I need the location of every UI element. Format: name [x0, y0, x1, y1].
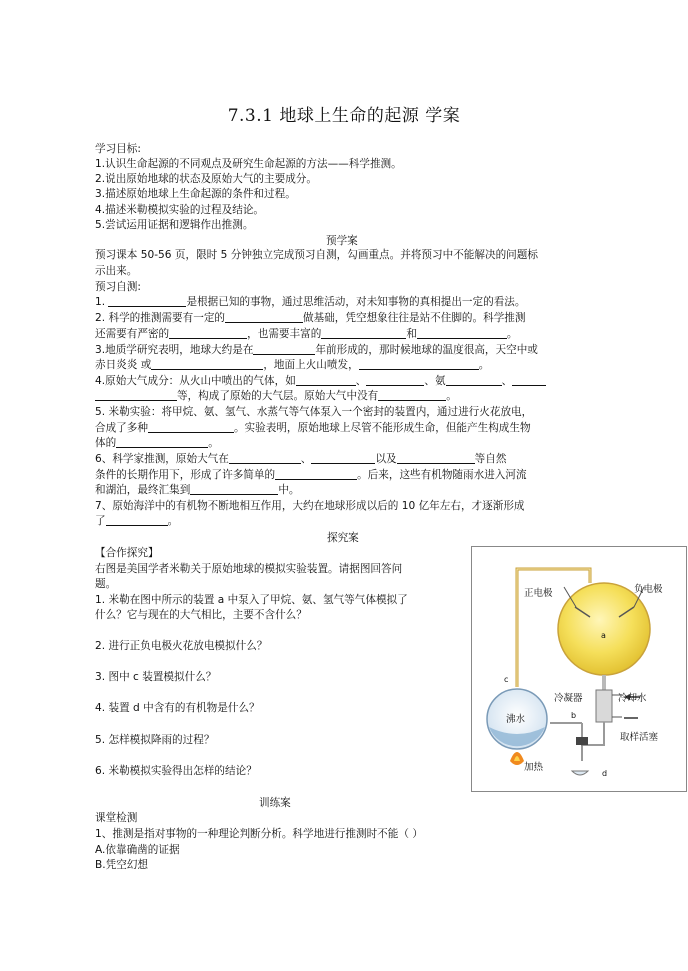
explore-section: 【合作探究】 — [95, 547, 159, 559]
answer-blank[interactable] — [397, 452, 475, 464]
selftest-q7-cont: 了 。 — [95, 515, 179, 527]
answer-blank[interactable] — [417, 327, 507, 339]
answer-blank[interactable] — [151, 358, 263, 370]
selftest-q2: 2. 科学的推测需要有一定的 做基础，凭空想象往往是站不住脚的。科学推测 — [95, 312, 526, 324]
answer-blank[interactable] — [446, 374, 502, 386]
selftest-q7: 7、原始海洋中的有机物不断地相互作用，大约在地球形成以后的 10 亿年左右，才逐渐形成 — [95, 500, 525, 512]
flask-a — [558, 583, 650, 675]
selftest-q2-cont: 还需要有严密的 ，也需要丰富的 和 。 — [95, 328, 518, 340]
practice-sub: 课堂检测 — [95, 812, 138, 824]
objectives-heading: 学习目标: — [95, 143, 141, 155]
answer-blank[interactable] — [275, 468, 357, 480]
selftest-q4: 4.原始大气成分：从火山中喷出的气体，如 、 、氨 、 — [95, 374, 546, 388]
selftest-q4-cont: 等，构成了原始的大气层。原始大气中没有 。 — [95, 389, 457, 403]
selftest-q6: 6、科学家推测，原始大气在 、 以及 等自然 — [95, 453, 507, 465]
label-b: b — [571, 711, 577, 720]
answer-blank[interactable] — [116, 436, 208, 448]
selftest-q5: 5. 米勒实验：将甲烷、氨、氢气、水蒸气等气体泵入一个密封的装置内，通过进行火花放电， — [95, 406, 533, 418]
selftest-q3: 3.地质学研究表明，地球大约是在 年前形成的，那时候地球的温度很高，天空中或 — [95, 344, 538, 356]
label-c: c — [504, 675, 509, 684]
answer-blank[interactable] — [378, 389, 446, 401]
label-a: a — [601, 631, 606, 640]
selftest-q3-cont: 赤日炎炎 或 ，地面上火山喷发， 。 — [95, 359, 490, 371]
negative-electrode-label: 负电极 — [634, 584, 663, 595]
answer-blank[interactable] — [321, 327, 406, 339]
answer-blank[interactable] — [169, 327, 247, 339]
selftest-q5-cont: 体的 。 — [95, 437, 219, 449]
explore-intro: 右图是美国学者米勒关于原始地球的模拟实验装置。请据图回答问 — [95, 563, 403, 575]
objective-item: 4.描述米勒模拟实验的过程及结论。 — [95, 204, 265, 216]
preview-intro: 示出来。 — [95, 265, 138, 277]
explore-question: 3. 图中 c 装置模拟什么？ — [95, 671, 217, 683]
answer-blank[interactable] — [108, 295, 186, 307]
answer-blank[interactable] — [190, 483, 278, 495]
explore-heading: 探究案 — [327, 532, 359, 544]
answer-blank[interactable] — [225, 311, 303, 323]
objective-item: 1.认识生命起源的不同观点及研究生命起源的方法——科学推测。 — [95, 158, 402, 170]
explore-question: 2. 进行正负电极火花放电模拟什么？ — [95, 640, 268, 652]
preview-heading: 预学案 — [326, 235, 358, 247]
practice-question: 1、推测是指对事物的一种理论判断分析。科学地进行推测时不能（ ） — [95, 828, 423, 840]
answer-blank[interactable] — [229, 452, 301, 464]
objective-item: 3.描述原始地球上生命起源的条件和过程。 — [95, 188, 296, 200]
selftest-q6-cont: 和湖泊，最终汇集到 中。 — [95, 484, 300, 496]
explore-question: 1. 米勒在图中所示的装置 a 中泵入了甲烷、氨、氢气等气体模拟了 — [95, 594, 408, 606]
heat-label: 加热 — [524, 762, 544, 773]
practice-heading: 训练案 — [259, 797, 291, 809]
option-b[interactable]: B.凭空幻想 — [95, 859, 149, 871]
answer-blank[interactable] — [359, 358, 479, 370]
stopcock-label: 取样活塞 — [620, 732, 659, 743]
explore-question: 5. 怎样模拟降雨的过程？ — [95, 734, 215, 746]
positive-electrode-label: 正电极 — [524, 588, 553, 599]
answer-blank[interactable] — [106, 514, 168, 526]
condenser-label: 冷凝器 — [554, 693, 583, 704]
explore-question: 6. 米勒模拟实验得出怎样的结论？ — [95, 765, 257, 777]
selftest-q6-cont: 条件的长期作用下，形成了许多简单的 。后来，这些有机物随雨水进入河流 — [95, 469, 527, 481]
explore-question: 4. 装置 d 中含有的有机物是什么？ — [95, 702, 260, 714]
option-a[interactable]: A.依靠确凿的证据 — [95, 844, 180, 856]
explore-intro: 题。 — [95, 578, 117, 590]
condenser — [596, 690, 612, 722]
sampler-d — [572, 771, 588, 775]
selftest-q5-cont: 合成了多种 。实验表明，原始地球上尽管不能形成生命，但能产生构成生物 — [95, 422, 531, 434]
objective-item: 5.尝试运用证据和逻辑作出推测。 — [95, 219, 254, 231]
answer-blank[interactable] — [366, 374, 424, 386]
selftest-heading: 预习自测: — [95, 281, 141, 293]
answer-blank[interactable] — [512, 374, 546, 386]
answer-blank[interactable] — [253, 343, 315, 355]
answer-blank[interactable] — [148, 421, 234, 433]
objective-item: 2.说出原始地球的状态及原始大气的主要成分。 — [95, 173, 317, 185]
selftest-q1: 1. 是根据已知的事物，通过思维活动，对未知事物的真相提出一定的看法。 — [95, 296, 526, 308]
explore-question: 什么？它与现在的大气相比，主要不含什么？ — [95, 609, 307, 621]
preview-intro: 预习课本 50-56 页，限时 5 分钟独立完成预习自测，勾画重点。并将预习中不能解决的问题标 — [95, 249, 538, 261]
boiling-water-label: 沸水 — [506, 714, 526, 725]
label-d: d — [602, 769, 608, 778]
cooling-water-label: 冷却水 — [618, 693, 647, 704]
answer-blank[interactable] — [296, 374, 356, 386]
answer-blank[interactable] — [311, 452, 375, 464]
miller-apparatus-figure — [471, 546, 687, 792]
page-title: 7.3.1 地球上生命的起源 学案 — [227, 106, 461, 126]
answer-blank[interactable] — [95, 389, 177, 401]
